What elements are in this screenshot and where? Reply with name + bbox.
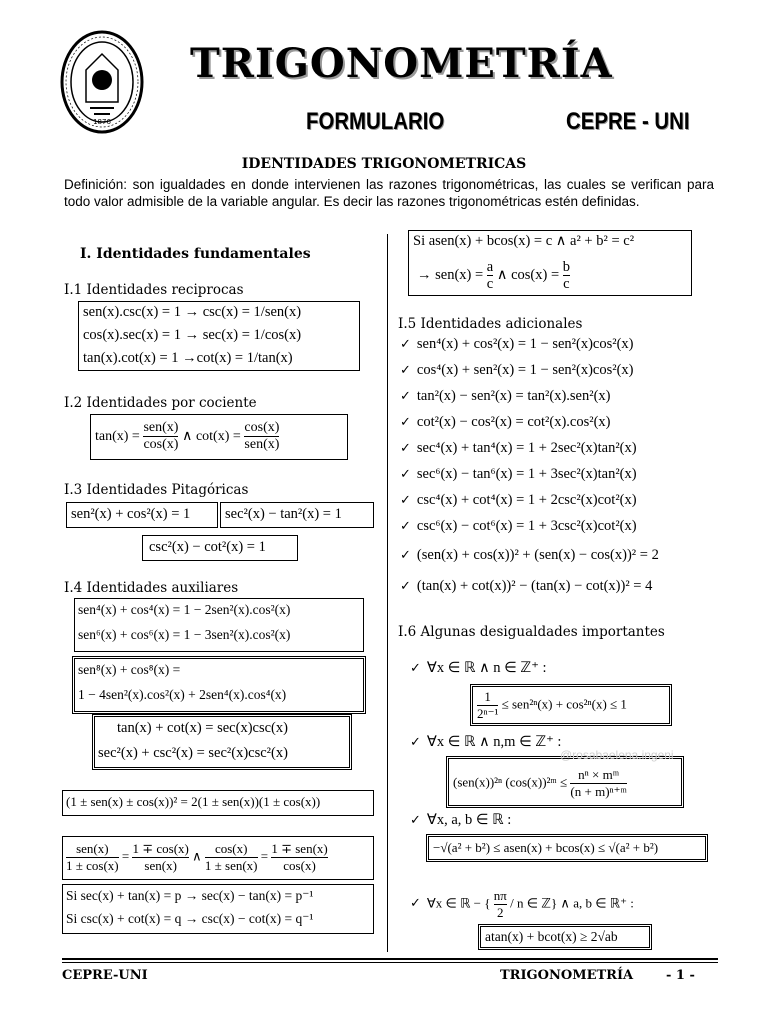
formula-text: ≤ sen²ⁿ(x) + cos²ⁿ(x) ≤ 1 [501,696,627,712]
list-item: ✓ cot²(x) − cos²(x) = cot²(x).cos²(x) [400,414,611,430]
watermark: @rosabaelena.ingeni [560,748,674,762]
box-pitagorica-2 [220,502,374,528]
formula-line: sen(x).csc(x) = 1 → csc(x) = 1/sen(x) [83,304,302,320]
section-title-fundamentales: I. Identidades fundamentales [80,246,311,262]
subsection-title-pitagoricas: I.3 Identidades Pitagóricas [64,482,249,498]
list-item: ✓ sec⁶(x) − tan⁶(x) = 1 + 3sec²(x)tan²(x) [400,466,637,482]
formula-line: cos(x).sec(x) = 1 → sec(x) = 1/cos(x) [83,327,302,343]
fraction: $\frac{1}{\text{2ⁿ⁻¹}}$ [477,689,499,721]
document-title: TRIGONOMETRÍA [190,40,613,87]
fraction: $\frac{\text{sen(x)}}{1 \pm \cos(x)}$ [66,841,119,873]
fraction: $\frac{a}{c}$ [486,259,494,292]
list-item: ✓ csc⁴(x) + cot⁴(x) = 1 + 2csc²(x)cot²(x) [400,492,637,508]
formula-line: (1 ± sen(x) ± cos(x))² = 2(1 ± sen(x))(1 ± cos(x)) [66,794,321,809]
check-icon: ✓ [400,389,411,404]
fraction: $\frac{n\pi}{2}$ [493,888,507,920]
list-item: ✓ tan²(x) − sen²(x) = tan²(x).sen²(x) [400,388,611,404]
fraction: $\frac{\text{sen(x)}}{\cos(x)}$ [143,420,179,452]
fraction: $\frac{1 \mp \cos(x)}{\text{sen(x)}}$ [132,841,189,873]
fraction: $\frac{\text{1 ∓ sen(x)}}{\cos(x)}$ [271,841,328,873]
page-number: - 1 - [666,968,695,983]
box-condition-asen [408,230,692,296]
formula-line: −√(a² + b²) ≤ asen(x) + bcos(x) ≤ √(a² + b²) [433,840,659,855]
university-seal-logo [60,30,144,134]
formula-line: 1 − 4sen²(x).cos²(x) + 2sen⁴(x).cos⁴(x) [78,687,287,702]
formula-line: csc²(x) − cot²(x) = 1 [149,539,266,555]
check-icon: ✓ [400,441,411,456]
fraction: $\frac{\text{nⁿ × mᵐ}}{\text{(n + m)ⁿ⁺ᵐ}}$ [570,767,627,799]
list-item: ✓ csc⁶(x) − cot⁶(x) = 1 + 3csc²(x)cot²(x) [400,518,637,534]
box-desigualdad-1 [470,684,672,726]
formula-line: sen²(x) + cos²(x) = 1 [71,506,191,522]
formula-text: tan(x) = [95,428,140,444]
condition-line: ✓ ∀x, a, b ∈ ℝ : [410,812,512,828]
check-icon: ✓ [400,519,411,534]
check-icon: ✓ [410,896,421,912]
box-auxiliar-f [62,884,374,934]
subsection-title-auxiliares: I.4 Identidades auxiliares [64,580,239,596]
check-icon: ✓ [400,337,411,352]
footer-right: TRIGONOMETRÍA [500,968,634,983]
subsection-title-desigualdades: I.6 Algunas desigualdades importantes [398,624,665,640]
column-divider [387,234,388,952]
formula-line: tan(x) + cot(x) = sec(x)csc(x) [117,720,288,736]
check-icon: ✓ [400,467,411,482]
check-icon: ✓ [410,813,421,828]
condition-line: ✓ ∀x ∈ ℝ ∧ n ∈ ℤ⁺ : [410,660,547,676]
check-icon: ✓ [410,735,421,750]
formula-text: ∧ cos(x) = [496,266,560,283]
box-auxiliar-d [62,790,374,816]
condition-line: ✓ ∀x ∈ ℝ ∧ n,m ∈ ℤ⁺ : [410,734,562,750]
formula-line: sen⁶(x) + cos⁶(x) = 1 − 3sen²(x).cos²(x) [78,627,291,642]
box-reciprocas [78,301,360,371]
formula-line: sen⁴(x) + cos⁴(x) = 1 − 2sen²(x).cos²(x) [78,602,291,617]
list-item: ✓ (sen(x) + cos(x))² + (sen(x) − cos(x))² = 2 [400,547,659,563]
formula-line: Si csc(x) + cot(x) = q → csc(x) − cot(x) = q⁻¹ [66,911,314,926]
check-icon: ✓ [400,415,411,430]
check-icon: ✓ [400,579,411,594]
formula-line: sec²(x) + csc²(x) = sec²(x)csc²(x) [98,745,288,761]
fraction: $\frac{\cos(x)}{\text{sen(x)}}$ [244,420,280,452]
formula-text: (sen(x))²ⁿ (cos(x))²ᵐ ≤ [453,774,568,790]
fraction: $\frac{b}{c}$ [562,259,571,292]
section-heading: IDENTIDADES TRIGONOMETRICAS [241,156,527,172]
fraction: $\frac{\cos(x)}{\text{1 ± sen(x)}}$ [204,841,258,873]
box-auxiliar-c [92,714,352,770]
check-icon: ✓ [400,493,411,508]
subsection-title-reciprocas: I.1 Identidades reciprocas [64,282,244,298]
check-icon: ✓ [400,548,411,563]
subtitle-cepre-uni: CEPRE - UNI [566,108,690,135]
svg-text:1876: 1876 [93,118,111,126]
subsection-title-adicionales: I.5 Identidades adicionales [398,316,583,332]
formula-line: sec²(x) − tan²(x) = 1 [225,506,342,522]
box-cociente [90,414,348,460]
formula-line: Si asen(x) + bcos(x) = c ∧ a² + b² = c² [413,233,635,249]
definition-paragraph: Definición: son igualdades en donde intervienen las razones trigonométricas, las cuales se verifican para todo valor admisible de la variable angular. Es decir las razones trigonométricas estén definidas. [64,177,714,209]
formula-text: ∧ [182,428,193,444]
formula-line: tan(x).cot(x) = 1 →cot(x) = 1/tan(x) [83,350,293,366]
list-item: ✓ sec⁴(x) + tan⁴(x) = 1 + 2sec²(x)tan²(x) [400,440,637,456]
formula-line: Si sec(x) + tan(x) = p → sec(x) − tan(x) = p⁻¹ [66,888,314,903]
check-icon: ✓ [400,363,411,378]
footer-rule [62,958,718,960]
subsection-title-cociente: I.2 Identidades por cociente [64,395,257,411]
box-pitagorica-1 [66,502,218,528]
footer-rule [62,962,718,963]
formula-line: sen⁸(x) + cos⁸(x) = [78,662,181,677]
footer-left: CEPRE-UNI [62,968,148,983]
box-auxiliar-a [74,598,364,652]
list-item: ✓ cos⁴(x) + sen²(x) = 1 − sen²(x)cos²(x) [400,362,634,378]
box-desigualdad-2 [446,756,684,808]
box-desigualdad-4 [478,924,652,950]
condition-line: ✓ ∀x ∈ ℝ − { $\frac{n\pi}{2}$ / n ∈ ℤ} ∧ a, b ∈ ℝ⁺ : [410,888,634,920]
box-auxiliar-b [72,656,366,714]
formula-text: → sen(x) = [417,266,484,283]
box-auxiliar-e: $\frac{\text{sen(x)}}{1 \pm \cos(x)}$ = $\frac{1 \mp \cos(x)}{\text{sen(x)}}$ ∧ $\frac{\cos(x)}{\text{1 ± sen(x)}}$ = $\frac{\text{1 ∓ sen(x)}}{\cos(x)}$ [62,836,374,880]
formula-text: cot(x) = [195,428,241,444]
check-icon: ✓ [410,661,421,676]
list-item: ✓ sen⁴(x) + cos²(x) = 1 − sen²(x)cos²(x) [400,336,634,352]
box-pitagorica-3 [142,535,298,561]
box-desigualdad-3 [426,834,708,862]
list-item: ✓ (tan(x) + cot(x))² − (tan(x) − cot(x))² = 4 [400,578,653,594]
formula-line: atan(x) + bcot(x) ≥ 2√ab [485,929,618,944]
subtitle-formulario: FORMULARIO [306,108,445,135]
